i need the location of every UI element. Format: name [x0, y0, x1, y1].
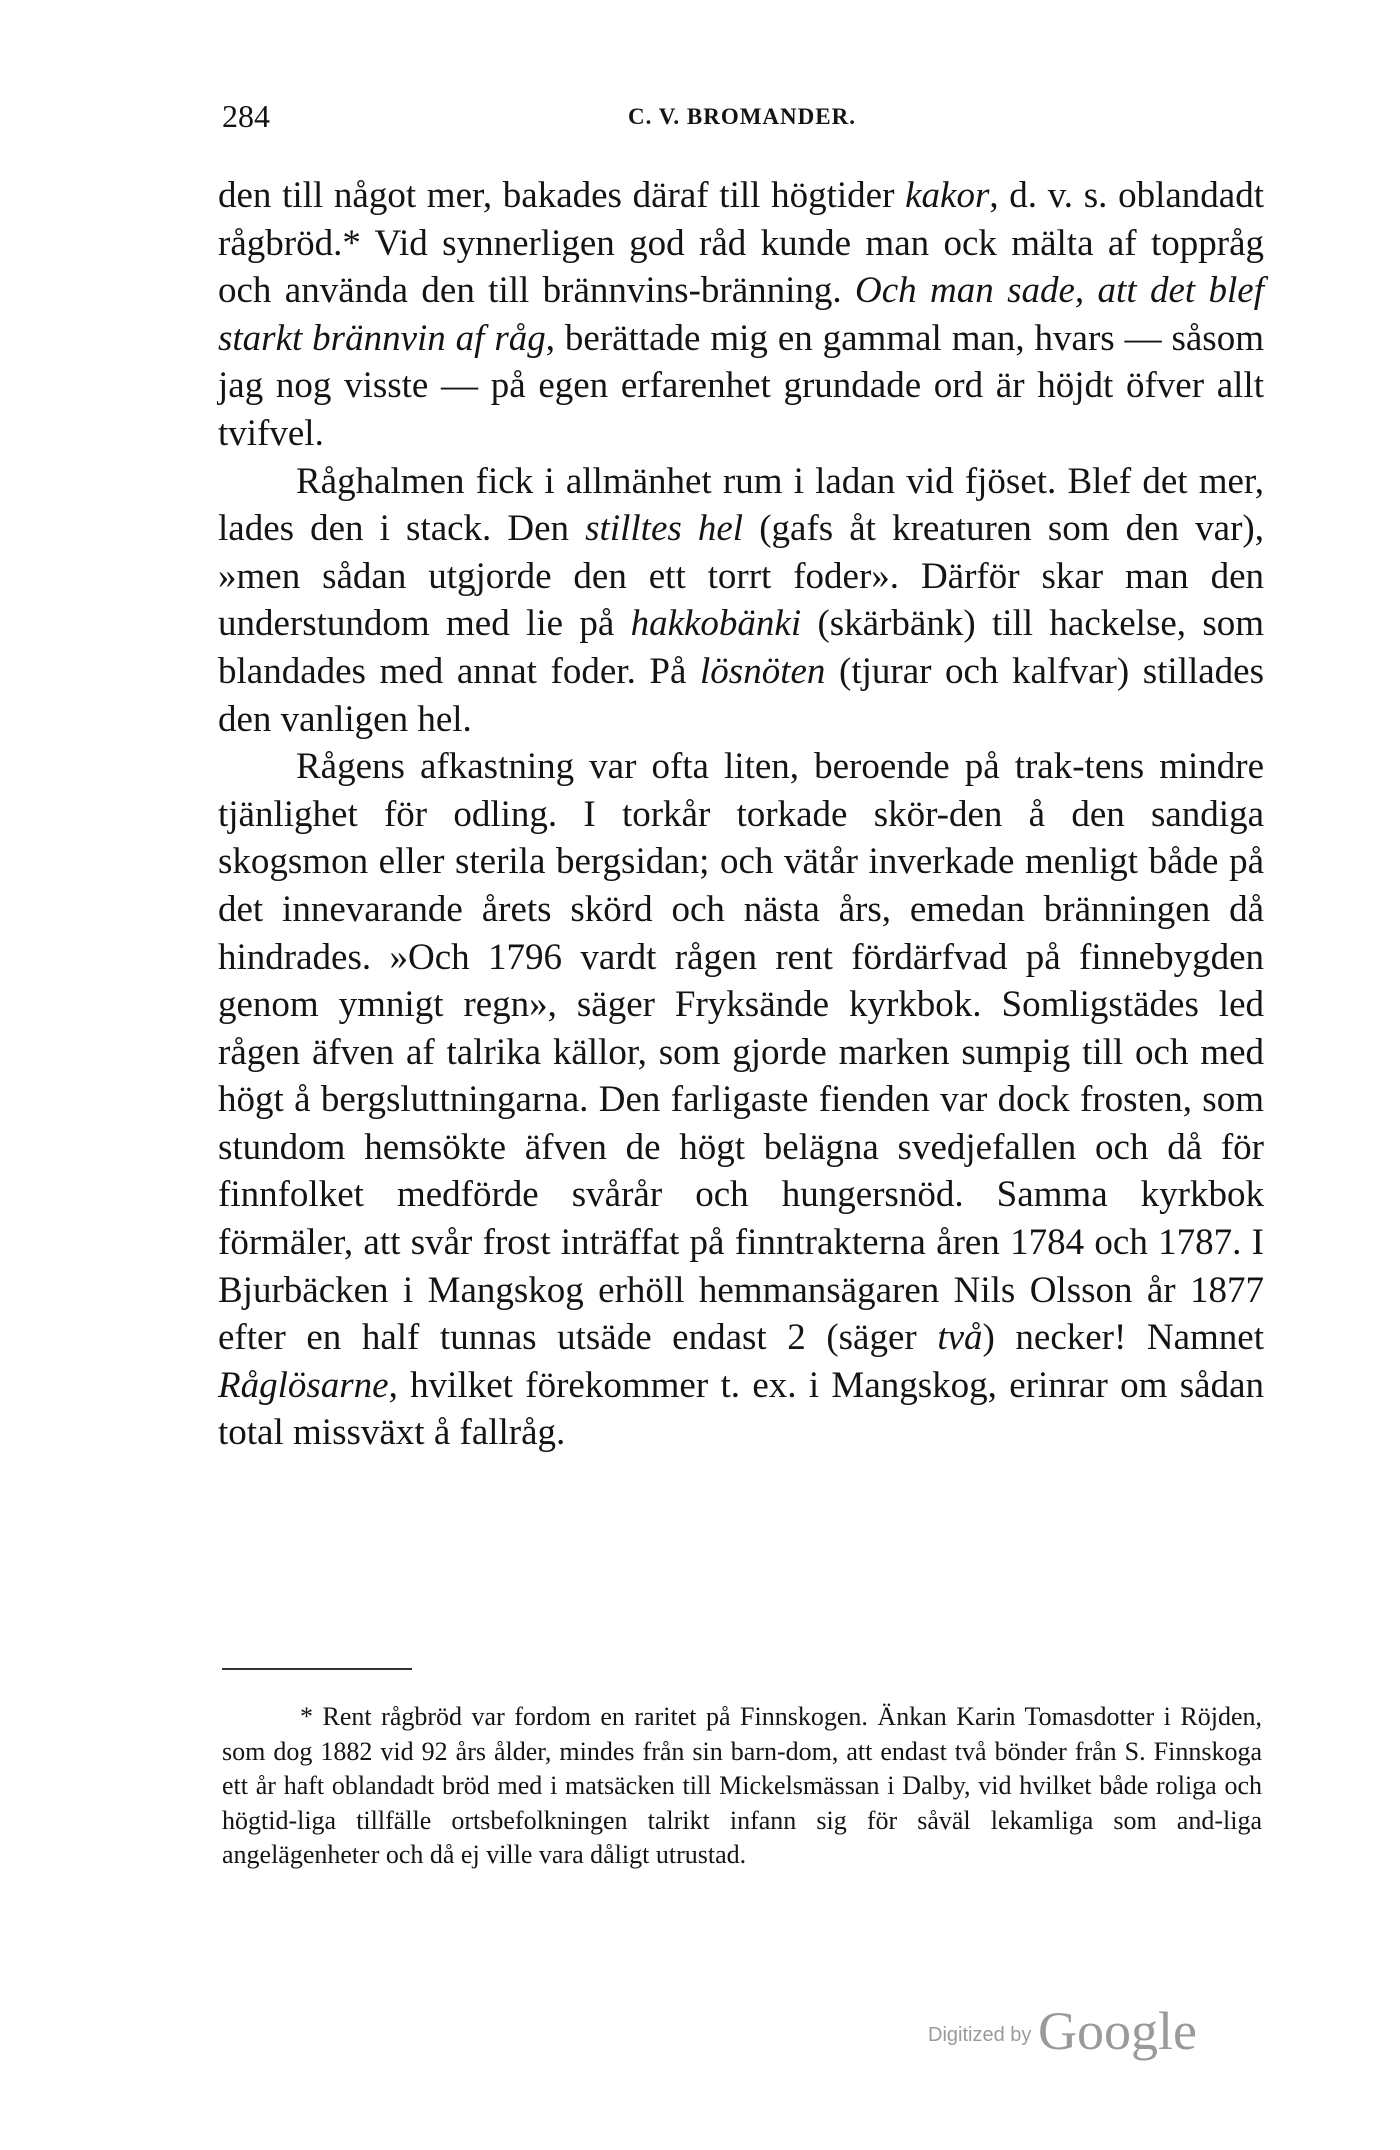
italic-quote: Och man sade, att det blef starkt brännvin af råg	[218, 270, 1264, 359]
footnote-divider	[222, 1668, 412, 1670]
footnote-text: * Rent rågbröd var fordom en raritet på Finnskogen. Änkan Karin Tomasdotter i Röjden, som dog 1882 vid 92 års ålder, mindes från sin barn-dom, att endast två bönder från S. Finnskoga ett år haft oblandadt bröd med i matsäcken till Mickelsmässan i Dalby, vid hvilket både roliga och högtid-liga tillfälle ortsbefolkningen talrikt infann sig för såväl lekamliga som and-liga angelägenheter och då ej ville vara dåligt utrustad.	[222, 1702, 1262, 1869]
text-run: , hvilket förekommer t. ex. i Mangskog, erinrar om sådan total missväxt å fallråg.	[218, 1364, 1264, 1454]
italic-term: Råglösarne	[218, 1364, 389, 1406]
italic-term: kakor	[905, 175, 990, 216]
text-run: (skärbänk) till hackelse, som blandades med annat foder. På	[218, 603, 1265, 692]
italic-term: lösnöten	[700, 650, 826, 692]
watermark-prefix: Digitized by	[928, 2024, 1032, 2046]
text-run: Råghalmen fick i allmänhet rum i ladan vid fjöset. Blef det mer, lades den i stack. Den	[218, 460, 1264, 550]
text-run: , berättade mig en gammal man, hvars — såsom jag nog visste — på egen erfarenhet grundade ord är höjdt öfver allt tvifvel.	[218, 317, 1264, 454]
body-text	[218, 172, 1264, 1457]
page-header	[222, 98, 1262, 148]
text-run: , d. v. s. oblandadt rågbröd.* Vid synnerligen god råd kunde man ock mälta af toppråg och använda den till brännvins-bränning.	[218, 175, 1264, 312]
page-number: 284	[222, 98, 270, 134]
running-head: C. V. BROMANDER.	[628, 104, 856, 129]
footnote	[222, 1700, 1262, 1873]
text-run: Rågens afkastning var ofta liten, beroende på trak-tens mindre tjänlighet för odling. I torkår torkade skör-den å den sandiga skogsmon eller sterila bergsidan; och vätår inverkade menligt både på det innevarande årets skörd och nästa års, emedan bränningen då hindrades. »Och 1796 vardt rågen rent fördärfvad på finnebygden genom ymnigt regn», säger Fryksände kyrkbok. Somligstädes led rågen äfven af talrika källor, som gjorde marken sumpig till och med högt å bergsluttningarna. Den farligaste fienden var dock frosten, som stundom hemsökte äfven de högt belägna svedjefallen och då för finnfolket medförde svårår och hungersnöd. Samma kyrkbok förmäler, att svår frost inträffat på finntrakterna åren 1784 och 1787. I Bjurbäcken i Mangskog erhöll hemmansägaren Nils Olsson år 1877 efter en half tunnas utsäde endast 2 (säger	[218, 746, 1264, 1359]
text-run: (gafs åt kreaturen som den var), »men sådan utgjorde den ett torrt foder». Därför skar man den understundom med lie på	[218, 508, 1264, 645]
text-run: (tjurar och kalfvar) stillades den vanligen hel.	[218, 650, 1264, 740]
paragraph-3	[218, 743, 1264, 1457]
text-run: den till något mer, bakades däraf till högtider	[218, 175, 906, 216]
text-run: ) necker! Namnet	[982, 1317, 1265, 1359]
italic-term: stilltes hel	[585, 508, 744, 550]
italic-term: hakkobänki	[630, 603, 802, 645]
digitized-watermark	[928, 2000, 1228, 2060]
paragraph-1	[218, 172, 1264, 458]
paragraph-2	[218, 458, 1264, 744]
google-logo: Google	[1038, 2001, 1197, 2061]
italic-term: två	[937, 1317, 983, 1359]
